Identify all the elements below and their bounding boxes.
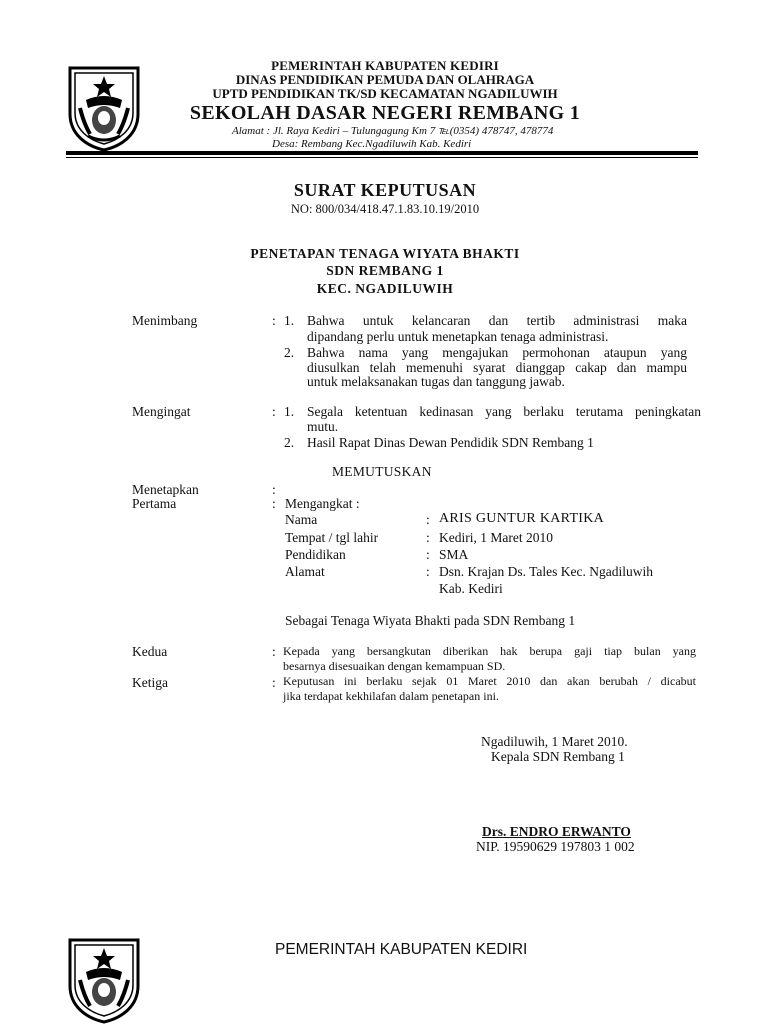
signature-place-date: Ngadiluwih, 1 Maret 2010. [481,734,628,749]
field-value-nama: ARIS GUNTUR KARTIKA [439,511,605,526]
field-label-nama: Nama [285,512,318,527]
menetapkan-colon: : [272,482,276,497]
kedua-colon: : [272,644,276,659]
document-title: SURAT KEPUTUSAN [293,180,477,200]
kedua-line-2: besarnya disesuaikan dengan kemampuan SD. [283,659,506,673]
menimbang-item-2-line-2: diusulkan telah memenuhi syarat dianggap cakap dan mampu [307,360,687,375]
field-colon-pendidikan: : [426,547,430,562]
letterhead-line-3: UPTD PENDIDIKAN TK/SD KECAMATAN NGADILUWIH [212,86,558,101]
letterhead-divider-thin [66,157,698,158]
subject-line-3: KEC. NGADILUWIH [316,281,454,296]
field-colon-ttl: : [426,530,430,545]
pertama-colon: : [272,496,276,511]
signature-nip: NIP. 19590629 197803 1 002 [476,839,635,854]
menimbang-label: Menimbang [132,313,198,328]
field-label-ttl: Tempat / tgl lahir [285,530,379,545]
document-number: NO: 800/034/418.47.1.83.10.19/2010 [290,202,480,216]
footer-header-text: PEMERINTAH KABUPATEN KEDIRI [275,941,528,958]
field-value-ttl: Kediri, 1 Maret 2010 [439,530,553,545]
field-value-pendidikan: SMA [439,547,469,562]
mengingat-label: Mengingat [132,404,191,419]
menetapkan-label: Menetapkan [132,482,199,497]
menimbang-item-2-number: 2. [284,345,295,360]
pertama-label: Pertama [132,496,177,511]
kedua-label: Kedua [132,644,168,659]
field-label-alamat: Alamat [285,564,325,579]
mengingat-item-2-line-1: Hasil Rapat Dinas Dewan Pendidik SDN Rembang 1 [307,435,594,450]
menimbang-item-2-line-3: untuk melaksanakan tugas dan tanggung jawab. [307,374,565,389]
field-colon-alamat: : [426,564,430,579]
field-value-alamat-line-2: Kab. Kediri [439,581,503,596]
pertama-closing: Sebagai Tenaga Wiyata Bhakti pada SDN Rembang 1 [285,613,576,628]
mengingat-item-2-number: 2. [284,435,295,450]
field-label-pendidikan: Pendidikan [285,547,346,562]
letterhead-divider-thick [66,151,698,155]
subject-line-2: SDN REMBANG 1 [326,263,444,278]
memutuskan-heading: MEMUTUSKAN [332,464,432,479]
ketiga-line-1: Keputusan ini berlaku sejak 01 Maret 2010 dan akan berubah / dicabut [283,674,696,688]
field-colon-nama: : [426,512,430,527]
mengingat-item-1-number: 1. [284,404,295,419]
ketiga-colon: : [272,675,276,690]
menimbang-colon: : [272,313,276,328]
kediri-emblem-logo-footer [66,936,142,1024]
school-address: Alamat : Jl. Raya Kediri – Tulungagung Km 7 ℡(0354) 478747, 478774 [232,125,554,137]
signature-position: Kepala SDN Rembang 1 [491,749,625,764]
menimbang-item-1-line-2: dipandang perlu untuk menetapkan tenaga administrasi. [307,329,609,344]
ketiga-line-2: jika terdapat kekhilafan dalam penetapan ini. [283,689,499,703]
letterhead-line-1: PEMERINTAH KABUPATEN KEDIRI [271,58,499,73]
mengingat-item-1-line-1: Segala ketentuan kedinasan yang berlaku terutama peningkatan [307,404,701,419]
menimbang-item-2-line-1: Bahwa nama yang mengajukan permohonan ataupun yang [307,345,687,360]
kediri-emblem-logo [66,64,142,152]
signature-name: Drs. ENDRO ERWANTO [482,824,631,839]
subject-line-1: PENETAPAN TENAGA WIYATA BHAKTI [250,246,520,261]
mengingat-item-1-line-2: mutu. [307,419,339,434]
letterhead-line-2: DINAS PENDIDIKAN PEMUDA DAN OLAHRAGA [235,72,535,87]
field-value-alamat: Dsn. Krajan Ds. Tales Kec. Ngadiluwih [439,564,654,579]
menimbang-item-1-number: 1. [284,313,295,328]
kedua-line-1: Kepada yang bersangkutan diberikan hak berupa gaji tiap bulan yang [283,644,696,658]
school-village: Desa: Rembang Kec.Ngadiluwih Kab. Kediri [272,138,472,150]
school-name: SEKOLAH DASAR NEGERI REMBANG 1 [189,102,581,124]
mengingat-colon: : [272,404,276,419]
ketiga-label: Ketiga [132,675,168,690]
pertama-intro: Mengangkat : [285,496,360,511]
menimbang-item-1-line-1: Bahwa untuk kelancaran dan tertib administrasi maka [307,313,687,328]
